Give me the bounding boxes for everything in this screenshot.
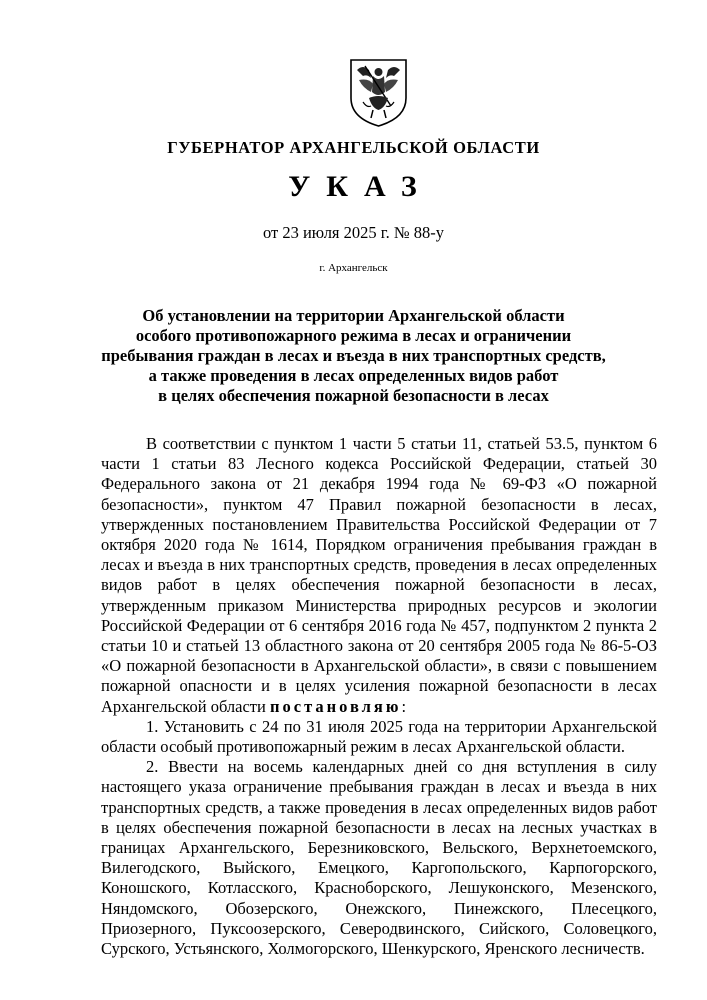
coat-of-arms-icon: [349, 58, 408, 128]
title-line: в целях обеспечения пожарной безопасности в лесах: [158, 386, 549, 405]
document-body: [101, 434, 657, 959]
title-line: Об установлении на территории Архангельской области: [142, 306, 565, 325]
document-type: УКАЗ: [288, 170, 433, 203]
preamble-paragraph: [101, 434, 657, 717]
document-city: г. Архангельск: [319, 262, 388, 274]
issuing-authority: ГУБЕРНАТОР АРХАНГЕЛЬСКОЙ ОБЛАСТИ: [167, 138, 540, 157]
decree-colon: :: [401, 696, 407, 716]
title-line: особого противопожарного режима в лесах и ограничении: [135, 326, 572, 345]
item-1-paragraph: 1. Установить с 24 по 31 июля 2025 года на территории Архангельской области особый противопожарный режим в лесах Архангельской области.: [101, 716, 657, 757]
item-2-paragraph: 2. Ввести на восемь календарных дней со дня вступления в силу настоящего указа ограничение пребывания граждан в лесах и въезда в них транспортных средств, а также проведения в лесах определенных видов работ в целях обеспечения пожарной безопасности в лесах на лесных участках в границах Архангельского, Березниковского, Вельского, Верхнетоемского, Вилегодского, Выйского, Емецкого, Каргопольского, Карпогорского, Коношского, Котласского, Красноборского, Лешуконского, Мезенского, Няндомского, Обозерского, Онежского, Пинежского, Плесецкого, Приозерного, Пуксоозерского, Северодвинского, Сийского, Соловецкого, Сурского, Устьянского, Холмогорского, Шенкурского, Яренского лесничеств.: [101, 757, 657, 959]
title-line: а также проведения в лесах определенных видов работ: [148, 366, 559, 385]
document-title: [90, 306, 617, 406]
document-date-number: от 23 июля 2025 г. № 88-у: [262, 223, 445, 242]
decree-word: постановляю: [269, 696, 402, 716]
title-line: пребывания граждан в лесах и въезда в них транспортных средств,: [101, 346, 606, 365]
preamble-text: В соответствии с пунктом 1 части 5 статьи 11, статьей 53.5, пунктом 6 части 1 статьи 83 Лесного кодекса Российской Федерации, статьей 30 Федерального закона от 21 декабря 1994 года № 69-ФЗ «О пожарной безопасности», пунктом 47 Правил пожарной безопасности в лесах, утвержденных постановлением Правительства Российской Федерации от 7 октября 2020 года № 1614, Порядком ограничения пребывания граждан в лесах и въезда в них транспортных средств, проведения в лесах определенных видов работ в целях обеспечения пожарной безопасности в лесах, утвержденным приказом Министерства природных ресурсов и экологии Российской Федерации от 6 сентября 2016 года № 457, подпунктом 2 пункта 2 статьи 10 и статьей 13 областного закона от 20 сентября 2005 года № 86-5-ОЗ «О пожарной безопасности в Архангельской области», в связи с повышением пожарной опасности и в целях усиления пожарной безопасности в лесах Архангельской области: [101, 434, 657, 716]
